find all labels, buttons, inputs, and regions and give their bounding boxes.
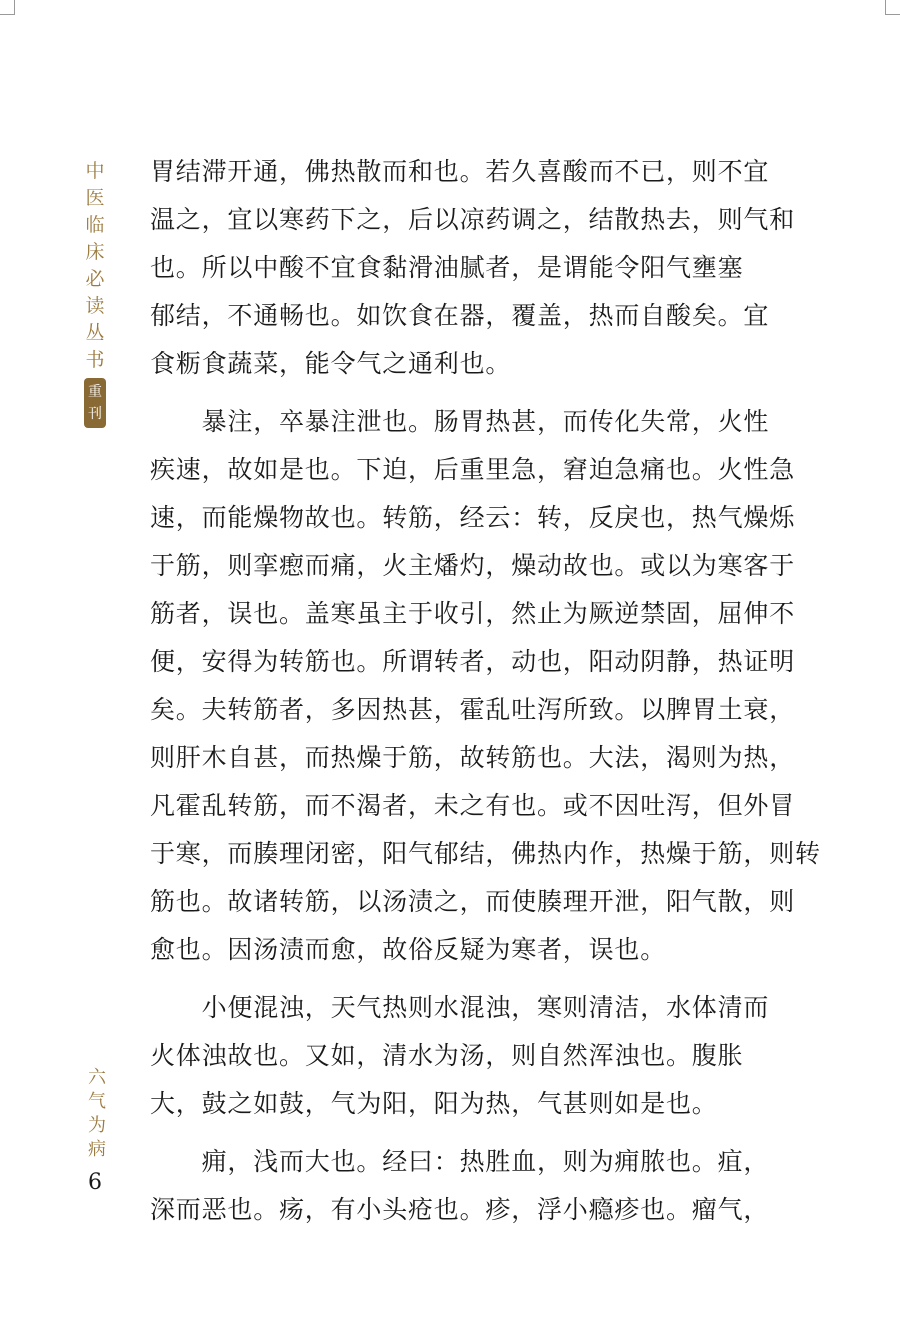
paragraph [150, 1138, 770, 1234]
text-line: 痈，浅而大也。经曰：热胜血，则为痈脓也。疽， [150, 1147, 770, 1176]
chapter-char: 为 [88, 1115, 106, 1136]
text-line: 于寒，而腠理闭密，阳气郁结，佛热内作，热燥于筋，则转 [150, 839, 821, 868]
crop-mark-left [0, 0, 15, 15]
text-line: 食粝食蔬菜，能令气之通利也。 [150, 349, 512, 378]
chapter-char: 气 [88, 1091, 106, 1112]
text-line: 大，鼓之如鼓，气为阳，阳为热，气甚则如是也。 [150, 1089, 718, 1118]
series-char: 读 [85, 295, 105, 317]
text-line: 则肝木自甚，而热燥于筋，故转筋也。大法，渴则为热， [150, 743, 796, 772]
text-line: 深而恶也。疡，有小头疮也。疹，浮小瘾疹也。瘤气， [150, 1195, 770, 1224]
series-char: 临 [85, 214, 105, 236]
reissue-seal [84, 378, 106, 428]
series-char: 必 [85, 268, 105, 290]
series-title-vertical [84, 158, 106, 428]
text-line: 火体浊故也。又如，清水为汤，则自然浑浊也。腹胀 [150, 1041, 744, 1070]
page-number: 6 [88, 1170, 102, 1195]
paragraph [150, 984, 770, 1128]
series-char: 书 [85, 349, 105, 371]
chapter-char: 六 [88, 1067, 106, 1088]
text-line: 疾速，故如是也。下迫，后重里急，窘迫急痛也。火性急 [150, 455, 796, 484]
crop-mark-right [885, 0, 900, 15]
series-char: 中 [85, 160, 105, 182]
text-line: 暴注，卒暴注泄也。肠胃热甚，而传化失常，火性 [150, 407, 770, 436]
text-line: 愈也。因汤渍而愈，故俗反疑为寒者，误也。 [150, 935, 667, 964]
text-line: 胃结滞开通，佛热散而和也。若久喜酸而不已，则不宜 [150, 157, 770, 186]
seal-char: 重 [88, 384, 102, 400]
chapter-title-vertical [86, 1066, 108, 1162]
series-char: 床 [85, 241, 105, 263]
series-char: 丛 [85, 322, 105, 344]
text-line: 于筋，则挛瘛而痛，火主燔灼，燥动故也。或以为寒客于 [150, 551, 796, 580]
seal-char: 刊 [88, 406, 102, 422]
paragraph [150, 148, 796, 388]
text-line: 凡霍乱转筋，而不渴者，未之有也。或不因吐泻，但外冒 [150, 791, 796, 820]
text-line: 筋也。故诸转筋，以汤渍之，而使腠理开泄，阳气散，则 [150, 887, 796, 916]
text-line: 郁结，不通畅也。如饮食在器，覆盖，热而自酸矣。宜 [150, 301, 770, 330]
text-line: 筋者，误也。盖寒虽主于收引，然止为厥逆禁固，屈伸不 [150, 599, 796, 628]
text-line: 矣。夫转筋者，多因热甚，霍乱吐泻所致。以脾胃土衰， [150, 695, 796, 724]
text-line: 速，而能燥物故也。转筋，经云：转，反戾也，热气燥烁 [150, 503, 796, 532]
chapter-char: 病 [88, 1139, 106, 1160]
text-line: 也。所以中酸不宜食黏滑油腻者，是谓能令阳气壅塞 [150, 253, 744, 282]
text-line: 小便混浊，天气热则水混浊，寒则清洁，水体清而 [150, 993, 770, 1022]
paragraph [150, 398, 821, 974]
body-text [150, 148, 821, 1234]
text-line: 便，安得为转筋也。所谓转者，动也，阳动阴静，热证明 [150, 647, 796, 676]
text-line: 温之，宜以寒药下之，后以凉药调之，结散热去，则气和 [150, 205, 796, 234]
series-char: 医 [85, 187, 105, 209]
